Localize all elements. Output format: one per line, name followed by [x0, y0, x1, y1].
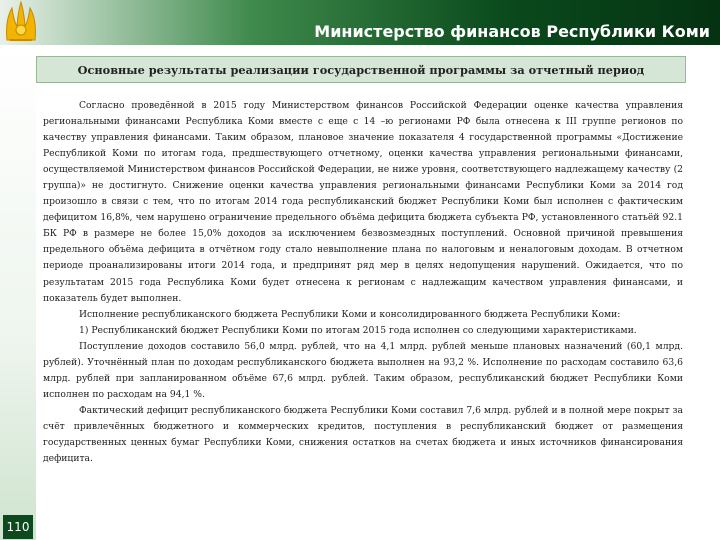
- paragraph: 1) Республиканский бюджет Республики Коми по итогам 2015 года исполнен со следующими характеристиками.: [79, 324, 637, 336]
- paragraph: Согласно проведённой в 2015 году Министерством финансов Российской Федерации оценке качества управления региональными финансами Республика Коми вместе с еще с 14 –ю регионами РФ была отнесена к III группе регионов по качеству управления финансами. Таким образом, плановое значение показателя 4 государственной программы «Достижение Республикой Коми по итогам года, предшествующего отчетному, оценки качества управления региональными финансами, осуществляемой Министерством финансов Российской Федерации, не ниже уровня, соответствующего надлежащему качеству (2 группа)» не достигнуто. Снижение оценки качества управления региональными финансами Республики Коми за 2014 год произошло в связи с тем, что по итогам 2014 года республиканский бюджет Республики Коми был исполнен с фактическим дефицитом 16,8%, чем нарушено ограничение предельного объёма дефицита бюджета субъекта РФ, установленного статьёй 92.1 БК РФ в размере не более 15,0% доходов за исключением безвозмездных поступлений. Основной причиной превышения предельного объёма дефицита в отчётном году стало невыполнение плана по налоговым и неналоговым доходам. В отчетном периоде проанализированы итоги 2014 года, и предпринят ряд мер в целях недопущения нарушений. Ожидается, что по результатам 2015 года Республика Коми будет отнесена к регионам с надлежащим качеством управления финансами, и показатель будет выполнен.: [43, 100, 683, 304]
- section-title: Основные результаты реализации государственной программы за отчетный период: [77, 62, 645, 77]
- paragraph: Поступление доходов составило 56,0 млрд. рублей, что на 4,1 млрд. рублей меньше плановых назначений (60,1 млрд. рублей). Уточнённый план по доходам республиканского бюджета выполнен на 93,2 %. Исполнение по расходам составило 63,6 млрд. рублей при запланированном объёме 67,6 млрд. рублей. Таким образом, республиканский бюджет Республики Коми исполнен по расходам на 94,1 %.: [43, 340, 683, 400]
- komi-coat-of-arms-icon: [2, 0, 40, 44]
- page-number: 110: [3, 515, 33, 539]
- header-bar: [0, 0, 720, 45]
- left-sidebar: [0, 45, 36, 540]
- section-title-box: [36, 56, 686, 83]
- paragraph: Фактический дефицит республиканского бюджета Республики Коми составил 7,6 млрд. рублей и в полной мере покрыт за счёт привлечённых бюджетного и коммерческих кредитов, поступления в республиканский бюджет от размещения государственных ценных бумаг Республики Коми, снижения остатков на счетах бюджета и иных источников финансирования дефицита.: [43, 404, 683, 465]
- header-title: Министерство финансов Республики Коми: [314, 22, 710, 41]
- paragraph: Исполнение республиканского бюджета Республики Коми и консолидированного бюджета Республики Коми:: [79, 308, 621, 320]
- body-text: [43, 98, 683, 467]
